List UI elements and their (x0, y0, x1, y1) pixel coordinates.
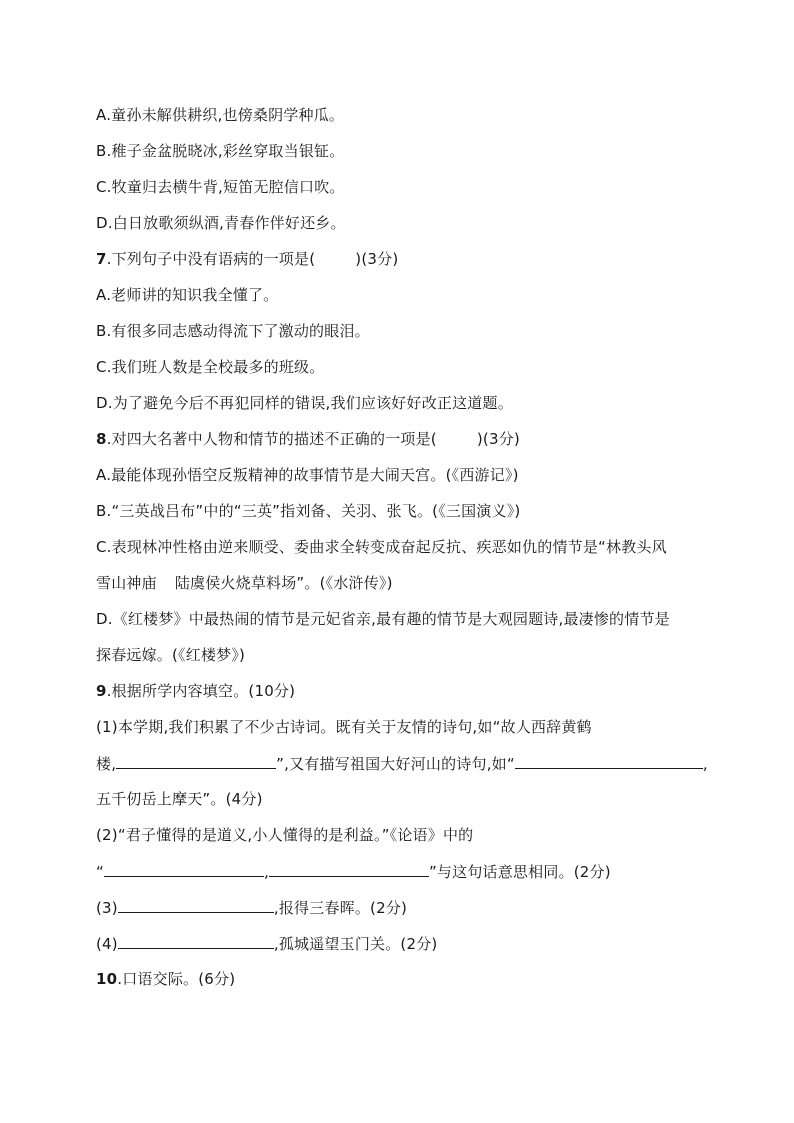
q9-part1-line2 (96, 753, 706, 774)
q7-number: 7 (96, 250, 107, 268)
q9-part3-label: (3) (96, 899, 118, 917)
q9-part1-middle: ”,又有描写祖国大好河山的诗句,如“ (276, 755, 515, 773)
q6-option-d: D.白日放歌须纵酒,青春作伴好还乡。 (96, 214, 346, 232)
q9-blank-4[interactable] (269, 861, 429, 877)
q7-option-d: D.为了避免今后不再犯同样的错误,我们应该好好改正这道题。 (96, 394, 513, 412)
q9-stem (96, 681, 706, 701)
q7-stem (96, 249, 706, 269)
q7-stem-text: .下列句子中没有语病的一项是( (106, 250, 316, 268)
q9-blank-3[interactable] (104, 861, 264, 877)
q8-option-c-line1: C.表现林冲性格由逆来顺受、委曲求全转变成奋起反抗、疾恶如仇的情节是“林教头风 (96, 538, 667, 556)
q8-option-b: B.“三英战吕布”中的“三英”指刘备、关羽、张飞。(《三国演义》) (96, 502, 521, 520)
q8-option-a: A.最能体现孙悟空反叛精神的故事情节是大闹天宫。(《西游记》) (96, 466, 519, 484)
q10-stem-text: .口语交际。(6分) (117, 970, 236, 988)
q7-option-b: B.有很多同志感动得流下了激动的眼泪。 (96, 322, 370, 340)
q8-option-c-line2-part1: 雪山神庙 (96, 574, 157, 592)
q6-option-c: C.牧童归去横牛背,短笛无腔信口吹。 (96, 178, 345, 196)
q8-points: )(3分) (476, 430, 520, 448)
q8-option-c-line2 (96, 573, 706, 593)
q9-part4-label: (4) (96, 935, 118, 953)
q9-part4-tail: ,孤城遥望玉门关。(2分) (273, 935, 438, 953)
q8-stem (96, 429, 706, 449)
q6-option-b: B.稚子金盆脱晓冰,彩丝穿取当银钲。 (96, 142, 345, 160)
q8-option-d-line2: 探春远嫁。(《红楼梦》) (96, 646, 246, 664)
q9-part3-tail: ,报得三春晖。(2分) (273, 899, 408, 917)
q7-option-a: A.老师讲的知识我全懂了。 (96, 286, 279, 304)
q9-part1-prefix: 楼, (96, 755, 117, 773)
q8-stem-text: .对四大名著中人物和情节的描述不正确的一项是( (106, 430, 437, 448)
q10-number: 10 (96, 970, 118, 988)
q9-blank-1[interactable] (116, 753, 276, 769)
q9-part1-line3: 五千仞岳上摩天”。(4分) (96, 790, 263, 808)
q8-option-d-line1: D.《红楼梦》中最热闹的情节是元妃省亲,最有趣的情节是大观园题诗,最凄惨的情节是 (96, 610, 670, 628)
q8-option-c-line2-part2: 陆虞侯火烧草料场”。(《水浒传》) (174, 574, 393, 592)
q8-number: 8 (96, 430, 107, 448)
q10-stem (96, 969, 706, 989)
q6-option-a: A.童孙未解供耕织,也傍桑阴学种瓜。 (96, 106, 345, 124)
q9-stem-text: .根据所学内容填空。(10分) (106, 682, 296, 700)
q9-part2-comma: , (263, 863, 269, 881)
q9-part1-line1: (1)本学期,我们积累了不少古诗词。既有关于友情的诗句,如“故人西辞黄鹤 (96, 718, 592, 736)
q9-part2-open-quote: “ (96, 863, 104, 881)
q9-part4-line (96, 933, 706, 954)
q9-part2-tail: ”与这句话意思相同。(2分) (428, 863, 611, 881)
q9-number: 9 (96, 682, 107, 700)
q9-blank-2[interactable] (515, 753, 703, 769)
q9-part3-line (96, 897, 706, 918)
q7-option-c: C.我们班人数是全校最多的班级。 (96, 358, 325, 376)
q9-part2-line1: (2)“君子懂得的是道义,小人懂得的是利益。”《论语》中的 (96, 826, 474, 844)
q9-blank-5[interactable] (118, 897, 274, 913)
q7-points: )(3分) (355, 250, 399, 268)
q9-part1-comma: , (702, 755, 708, 773)
q9-part2-line2 (96, 861, 706, 882)
q9-blank-6[interactable] (118, 933, 274, 949)
